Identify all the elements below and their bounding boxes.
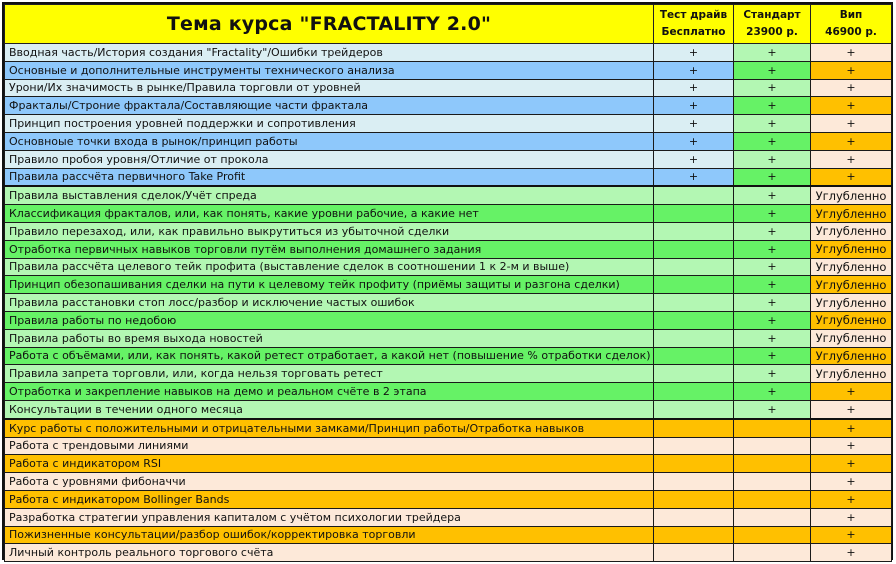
table-row: [5, 419, 892, 437]
test-drive-cell: [654, 347, 734, 365]
table-row: [5, 79, 892, 97]
topic-cell: Принцип построения уровней поддержки и сопротивления: [5, 115, 654, 133]
standard-cell: +: [734, 186, 811, 204]
vip-cell: +: [811, 473, 892, 491]
standard-cell: [734, 508, 811, 526]
vip-cell: +: [811, 44, 892, 62]
topic-cell: Правила запрета торговли, или, когда нельзя торговать ретест: [5, 365, 654, 383]
topic-cell: Правила работы во время выхода новостей: [5, 329, 654, 347]
vip-cell: +: [811, 526, 892, 544]
topic-cell: Правило пробоя уровня/Отличие от прокола: [5, 150, 654, 168]
vip-cell: +: [811, 115, 892, 133]
test-drive-cell: [654, 473, 734, 491]
table-row: [5, 150, 892, 168]
vip-cell: Углубленно: [811, 294, 892, 312]
test-drive-cell: +: [654, 168, 734, 186]
table-row: [5, 383, 892, 401]
test-drive-cell: +: [654, 115, 734, 133]
vip-cell: Углубленно: [811, 186, 892, 204]
vip-cell: Углубленно: [811, 347, 892, 365]
vip-cell: Углубленно: [811, 329, 892, 347]
topic-cell: Работа с трендовыми линиями: [5, 437, 654, 455]
plan-price: 46900 р.: [825, 26, 877, 38]
standard-cell: +: [734, 329, 811, 347]
topic-cell: Личный контроль реального торгового счёта: [5, 544, 654, 562]
test-drive-cell: [654, 400, 734, 418]
vip-cell: +: [811, 437, 892, 455]
vip-cell: Углубленно: [811, 276, 892, 294]
topic-cell: Консультации в течении одного месяца: [5, 400, 654, 418]
standard-cell: +: [734, 400, 811, 418]
table-row: [5, 455, 892, 473]
test-drive-cell: [654, 240, 734, 258]
test-drive-cell: +: [654, 150, 734, 168]
test-drive-cell: +: [654, 79, 734, 97]
table-row: [5, 508, 892, 526]
topic-cell: Основноые точки входа в рынок/принцип работы: [5, 132, 654, 150]
topic-cell: Правила рассчёта первичного Take Profit: [5, 168, 654, 186]
topic-cell: Урони/Их значимость в рынке/Правила торговли от уровней: [5, 79, 654, 97]
table-row: [5, 365, 892, 383]
test-drive-cell: [654, 455, 734, 473]
table-row: [5, 258, 892, 276]
vip-cell: +: [811, 61, 892, 79]
topic-cell: Работа с объёмами, или, как понять, какой ретест отработает, а какой нет (повышение % отработки сделок): [5, 347, 654, 365]
test-drive-cell: [654, 294, 734, 312]
vip-cell: +: [811, 508, 892, 526]
topic-cell: Классификация фракталов, или, как понять, какие уровни рабочие, а какие нет: [5, 205, 654, 223]
table-row: [5, 329, 892, 347]
test-drive-cell: [654, 258, 734, 276]
vip-cell: +: [811, 97, 892, 115]
topic-cell: Работа с уровнями фибоначчи: [5, 473, 654, 491]
topic-cell: Вводная часть/История создания "Fractality"/Ошибки трейдеров: [5, 44, 654, 62]
vip-cell: Углубленно: [811, 311, 892, 329]
comparison-grid: [4, 4, 892, 562]
vip-cell: +: [811, 150, 892, 168]
vip-cell: Углубленно: [811, 222, 892, 240]
test-drive-cell: +: [654, 132, 734, 150]
test-drive-cell: [654, 205, 734, 223]
topic-cell: Пожизненные консультации/разбор ошибок/корректировка торговли: [5, 526, 654, 544]
test-drive-cell: [654, 311, 734, 329]
test-drive-cell: [654, 276, 734, 294]
standard-cell: +: [734, 347, 811, 365]
plan-name: Стандарт: [743, 9, 801, 21]
vip-cell: +: [811, 544, 892, 562]
standard-cell: +: [734, 44, 811, 62]
standard-cell: +: [734, 79, 811, 97]
test-drive-cell: +: [654, 61, 734, 79]
test-drive-cell: [654, 526, 734, 544]
topic-cell: Фракталы/Строние фрактала/Составляющие части фрактала: [5, 97, 654, 115]
test-drive-cell: [654, 383, 734, 401]
standard-cell: [734, 544, 811, 562]
standard-cell: [734, 437, 811, 455]
table-row: [5, 222, 892, 240]
table-row: [5, 400, 892, 418]
test-drive-cell: [654, 508, 734, 526]
standard-cell: +: [734, 222, 811, 240]
test-drive-cell: [654, 419, 734, 437]
standard-cell: +: [734, 115, 811, 133]
standard-cell: [734, 526, 811, 544]
table-row: [5, 168, 892, 186]
table-row: [5, 186, 892, 204]
standard-cell: +: [734, 258, 811, 276]
table-row: [5, 276, 892, 294]
table-row: [5, 473, 892, 491]
plan-name: Тест драйв: [659, 9, 728, 21]
vip-cell: Углубленно: [811, 240, 892, 258]
standard-cell: [734, 473, 811, 491]
test-drive-cell: [654, 186, 734, 204]
standard-cell: +: [734, 365, 811, 383]
standard-cell: +: [734, 97, 811, 115]
topic-cell: Правило перезаход, или, как правильно выкрутиться из убыточной сделки: [5, 222, 654, 240]
standard-cell: [734, 490, 811, 508]
vip-cell: +: [811, 168, 892, 186]
plan-price: 23900 р.: [746, 26, 798, 38]
topic-cell: Правила рассчёта целевого тейк профита (выставление сделок в соотношении 1 к 2-м и выше): [5, 258, 654, 276]
vip-cell: Углубленно: [811, 205, 892, 223]
table-row: [5, 97, 892, 115]
table-row: [5, 240, 892, 258]
standard-cell: +: [734, 132, 811, 150]
topic-cell: Принцип обезопашивания сделки на пути к целевому тейк профиту (приёмы защиты и разгона сделки): [5, 276, 654, 294]
topic-cell: Основные и дополнительные инструменты технического анализа: [5, 61, 654, 79]
vip-cell: Углубленно: [811, 258, 892, 276]
plan-name: Вип: [839, 9, 863, 21]
table-row: [5, 490, 892, 508]
test-drive-cell: [654, 365, 734, 383]
table-row: [5, 294, 892, 312]
plan-header-test-drive: [654, 5, 734, 44]
vip-cell: +: [811, 455, 892, 473]
vip-cell: +: [811, 132, 892, 150]
table-row: [5, 132, 892, 150]
course-title: Тема курса "FRACTALITY 2.0": [5, 5, 654, 44]
table-row: [5, 437, 892, 455]
topic-cell: Отработка и закрепление навыков на демо и реальном счёте в 2 этапа: [5, 383, 654, 401]
table-body: [5, 44, 892, 562]
vip-cell: Углубленно: [811, 365, 892, 383]
topic-cell: Правила расстановки стоп лосс/разбор и исключение частых ошибок: [5, 294, 654, 312]
test-drive-cell: [654, 329, 734, 347]
test-drive-cell: +: [654, 44, 734, 62]
standard-cell: +: [734, 168, 811, 186]
topic-cell: Курс работы с положительными и отрицательными замками/Принцип работы/Отработка навыков: [5, 419, 654, 437]
table-row: [5, 311, 892, 329]
test-drive-cell: +: [654, 97, 734, 115]
table-row: [5, 347, 892, 365]
standard-cell: +: [734, 276, 811, 294]
test-drive-cell: [654, 544, 734, 562]
topic-cell: Правила выставления сделок/Учёт спреда: [5, 186, 654, 204]
topic-cell: Отработка первичных навыков торговли путём выполнения домашнего задания: [5, 240, 654, 258]
test-drive-cell: [654, 437, 734, 455]
standard-cell: +: [734, 311, 811, 329]
standard-cell: +: [734, 150, 811, 168]
standard-cell: +: [734, 383, 811, 401]
standard-cell: +: [734, 61, 811, 79]
topic-cell: Правила работы по недобою: [5, 311, 654, 329]
standard-cell: [734, 455, 811, 473]
test-drive-cell: [654, 490, 734, 508]
table-row: [5, 205, 892, 223]
vip-cell: +: [811, 383, 892, 401]
table-row: [5, 115, 892, 133]
topic-cell: Работа с индикатором Bollinger Bands: [5, 490, 654, 508]
vip-cell: +: [811, 419, 892, 437]
plan-price: Бесплатно: [661, 26, 726, 38]
table-row: [5, 526, 892, 544]
standard-cell: [734, 419, 811, 437]
topic-cell: Разработка стратегии управления капиталом с учётом психологии трейдера: [5, 508, 654, 526]
plan-header-standard: [734, 5, 811, 44]
table-row: [5, 44, 892, 62]
standard-cell: +: [734, 205, 811, 223]
standard-cell: +: [734, 294, 811, 312]
vip-cell: +: [811, 79, 892, 97]
vip-cell: +: [811, 400, 892, 418]
course-comparison-table: [2, 2, 893, 560]
plan-header-vip: [811, 5, 892, 44]
topic-cell: Работа с индикатором RSI: [5, 455, 654, 473]
table-row: [5, 544, 892, 562]
vip-cell: +: [811, 490, 892, 508]
table-row: [5, 61, 892, 79]
header-row: [5, 5, 892, 44]
test-drive-cell: [654, 222, 734, 240]
standard-cell: +: [734, 240, 811, 258]
